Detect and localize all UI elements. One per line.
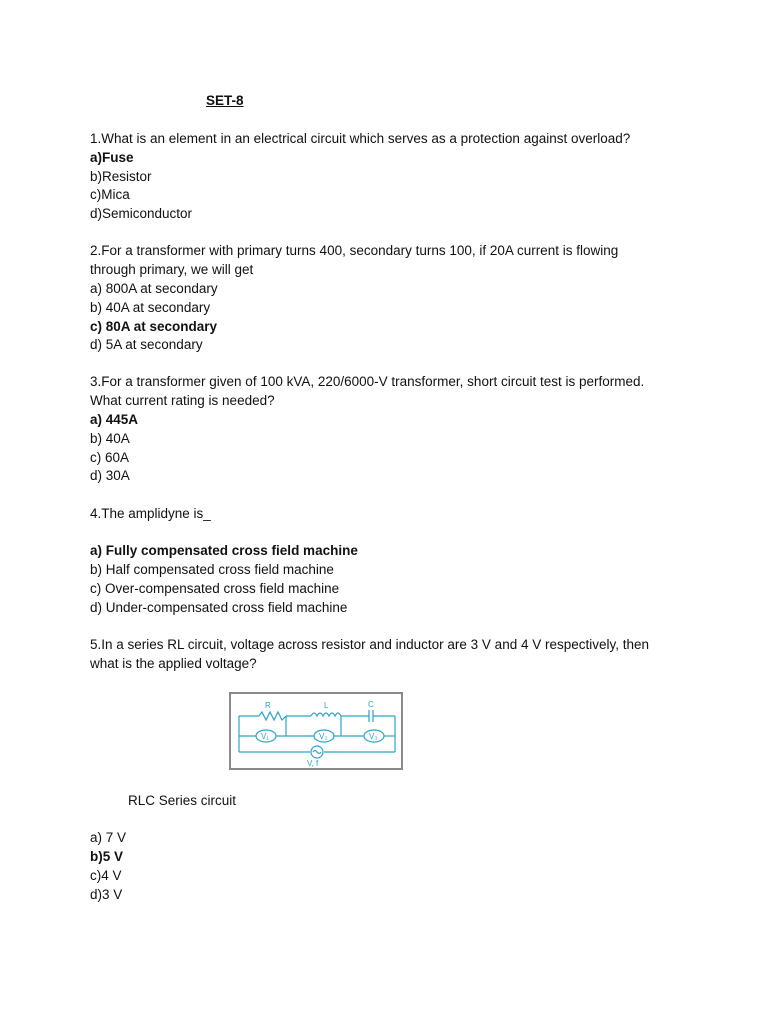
question-4-option-b: b) Half compensated cross field machine [90, 562, 334, 577]
inductor-symbol [311, 713, 341, 716]
question-5-text-line-1: 5.In a series RL circuit, voltage across resistor and inductor are 3 V and 4 V respectively, then [90, 637, 650, 652]
question-3-text-line-1: 3.For a transformer given of 100 kVA, 220/6000-V transformer, short circuit test is performed. [90, 374, 645, 389]
resistor-symbol [259, 712, 286, 720]
question-1-option-c: c)Mica [90, 187, 130, 202]
label-v3: V₃ [369, 732, 378, 741]
question-1-option-d: d)Semiconductor [90, 206, 193, 221]
question-4-text: 4.The amplidyne is_ [90, 506, 211, 521]
figure-caption: RLC Series circuit [128, 793, 237, 808]
question-5-text-line-2: what is the applied voltage? [90, 656, 257, 671]
question-2-text-line-1: 2.For a transformer with primary turns 400, secondary turns 100, if 20A current is flowing [90, 243, 619, 258]
question-2-option-c: c) 80A at secondary [90, 319, 218, 334]
question-5-option-c: c)4 V [90, 868, 122, 883]
question-1-option-a: a)Fuse [90, 150, 134, 165]
question-3-option-c: c) 60A [90, 450, 130, 465]
question-3-text-line-2: What current rating is needed? [90, 393, 275, 408]
page-title: SET-8 [206, 93, 244, 108]
question-5-option-a: a) 7 V [90, 830, 127, 845]
question-4-option-a: a) Fully compensated cross field machine [90, 543, 358, 558]
question-3-option-d: d) 30A [90, 468, 130, 483]
question-4-option-d: d) Under-compensated cross field machine [90, 600, 348, 615]
rlc-circuit-diagram [231, 694, 401, 768]
label-source: V, f [307, 759, 319, 768]
label-v1: V₁ [261, 732, 270, 741]
question-5-option-d: d)3 V [90, 887, 123, 902]
question-3-option-a: a) 445A [90, 412, 139, 427]
question-2-option-b: b) 40A at secondary [90, 300, 211, 315]
question-2-option-a: a) 800A at secondary [90, 281, 218, 296]
question-2-text-line-2: through primary, we will get [90, 262, 254, 277]
question-3-option-b: b) 40A [90, 431, 130, 446]
label-r: R [265, 701, 271, 710]
question-1-text: 1.What is an element in an electrical circuit which serves as a protection against overload? [90, 131, 631, 146]
label-l: L [324, 701, 329, 710]
question-5-option-b: b)5 V [90, 849, 124, 864]
label-v2: V₂ [319, 732, 328, 741]
question-1-option-b: b)Resistor [90, 169, 152, 184]
question-2-option-d: d) 5A at secondary [90, 337, 203, 352]
question-4-option-c: c) Over-compensated cross field machine [90, 581, 340, 596]
rlc-circuit-figure [229, 692, 403, 770]
label-c: C [368, 700, 374, 709]
